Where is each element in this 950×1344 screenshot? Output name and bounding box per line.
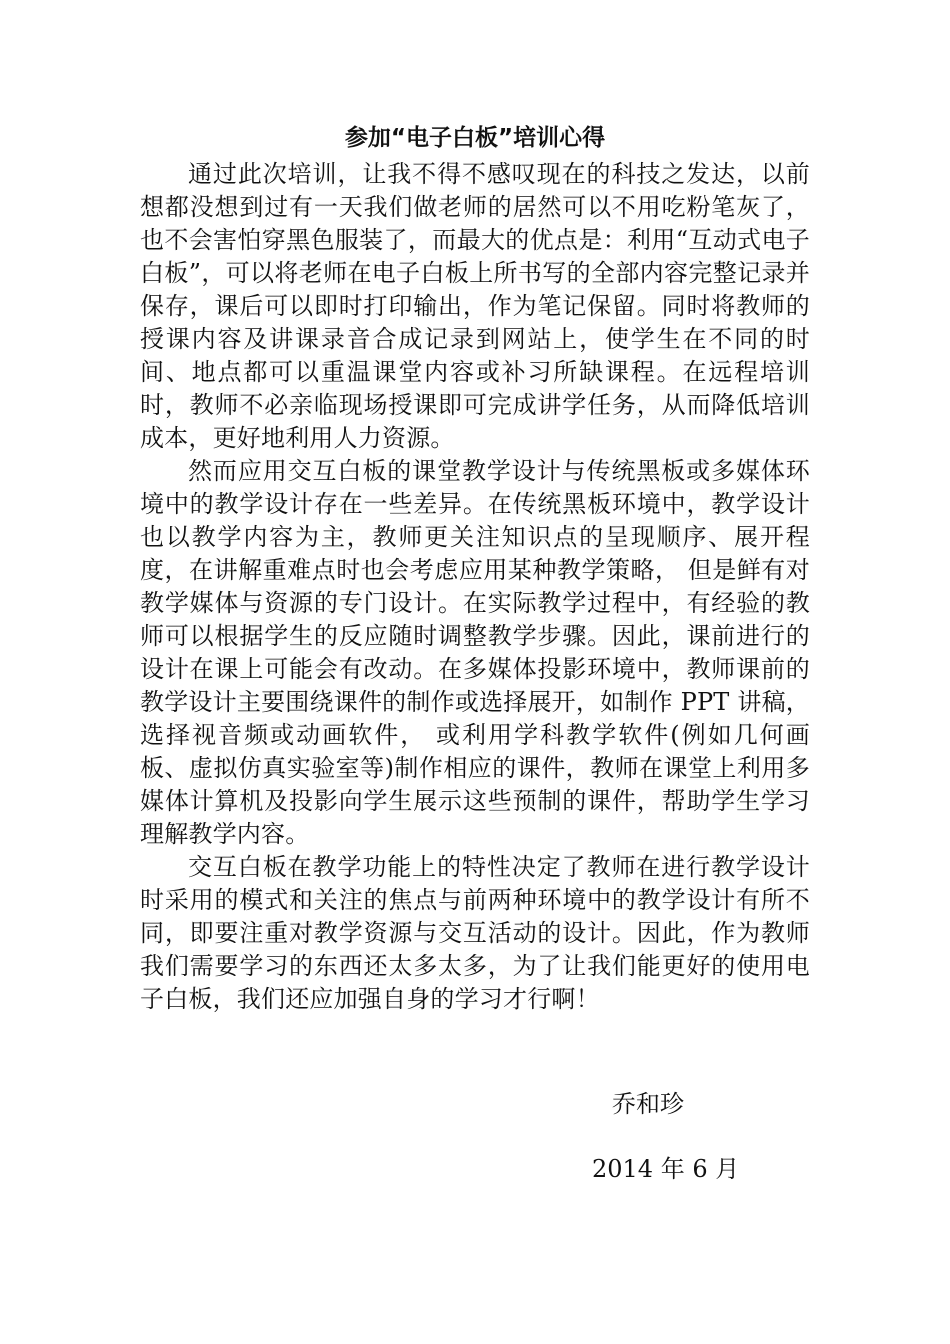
document-date: 2014 年 6 月 (592, 1155, 740, 1183)
document-title: 参加“电子白板”培训心得 (344, 125, 606, 151)
paragraph-2: 然而应用交互白板的课堂教学设计与传统黑板或多媒体环境中的教学设计存在一些差异。在传统黑板环境中，教学设计也以教学内容为主，教师更关注知识点的呈现顺序、展开程度，在讲解重难点时也会考虑应用某种教学策略， 但是鲜有对教学媒体与资源的专门设计。在实际教学过程中，有经验的教师可以根据学生的反应随时调整教学步骤。因此，课前进行的设计在课上可能会有改动。在多媒体投影环境中，教师课前的教学设计主要围绕课件的制作或选择展开，如制作 PPT 讲稿， 选择视音频或动画软件， 或利用学科教学软件(例如几何画板、虚拟仿真实验室等)制作相应的课件，教师在课堂上利用多媒体计算机及投影向学生展示这些预制的课件，帮助学生学习理解教学内容。 (140, 457, 810, 848)
document-body (140, 158, 810, 1016)
author-signature: 乔和珍 (612, 1090, 684, 1118)
paragraph-3: 交互白板在教学功能上的特性决定了教师在进行教学设计时采用的模式和关注的焦点与前两种环境中的教学设计有所不同，即要注重对教学资源与交互活动的设计。因此，作为教师我们需要学习的东西还太多太多，为了让我们能更好的使用电子白板，我们还应加强自身的学习才行啊！ (140, 853, 810, 1013)
paragraph-1: 通过此次培训，让我不得不感叹现在的科技之发达，以前想都没想到过有一天我们做老师的居然可以不用吃粉笔灰了，也不会害怕穿黑色服装了，而最大的优点是：利用“互动式电子白板”，可以将老师在电子白板上所书写的全部内容完整记录并保存，课后可以即时打印输出，作为笔记保留。同时将教师的授课内容及讲课录音合成记录到网站上，使学生在不同的时间、地点都可以重温课堂内容或补习所缺课程。在远程培训时，教师不必亲临现场授课即可完成讲学任务，从而降低培训成本，更好地利用人力资源。 (140, 160, 810, 452)
